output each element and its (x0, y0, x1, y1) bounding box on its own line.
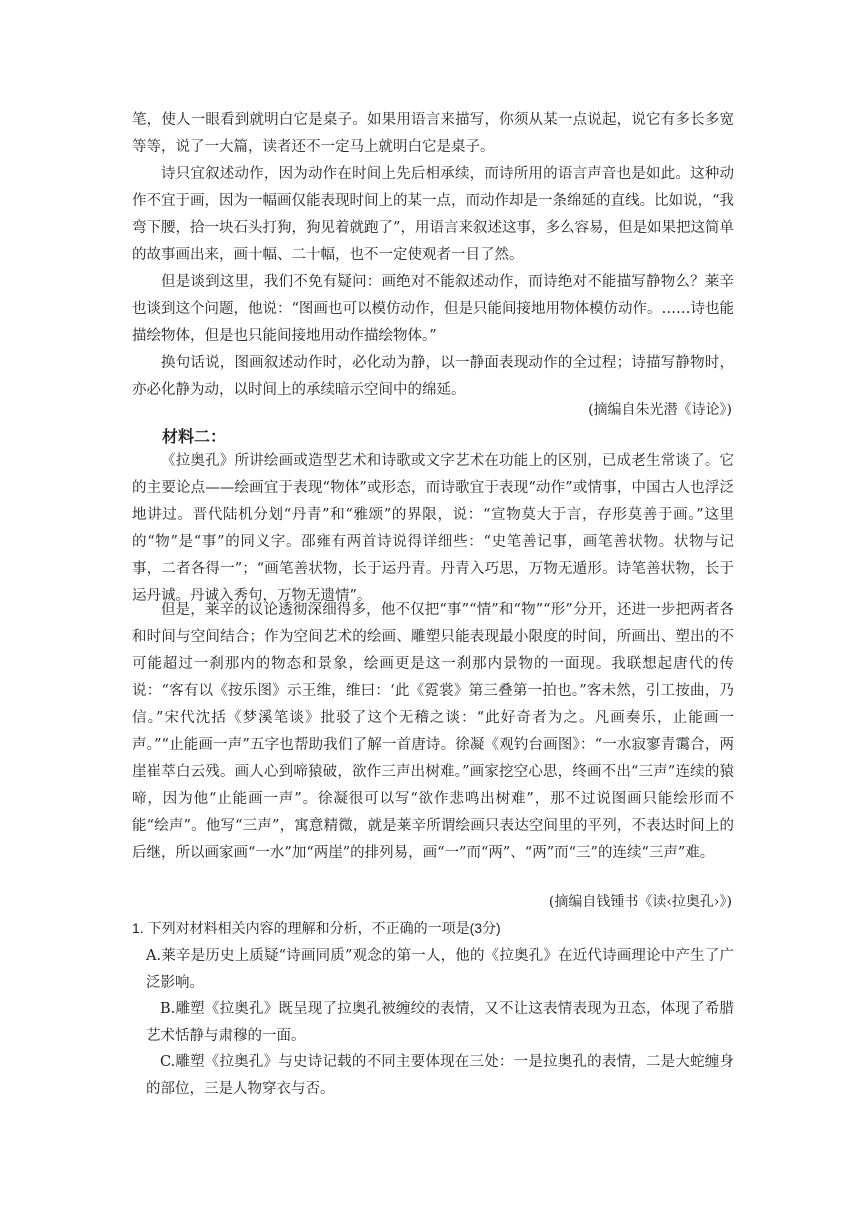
material-two-heading: 材料二： (162, 429, 227, 446)
material-one-paragraph-4: 换句话说，图画叙述动作时，必化动为静，以一静面表现动作的全过程；诗描写静物时，亦必化静为动，以时间上的承续暗示空间中的绵延。 (132, 355, 734, 398)
option-c: C.雕塑《拉奥孔》与史诗记载的不同主要体现在三处：一是拉奥孔的表情，二是大蛇缠身的部位，三是人物穿衣与否。 (146, 1054, 734, 1097)
material-two-source: (摘编自钱锺书《读‹拉奥孔›》) (548, 894, 732, 910)
option-a: A.莱辛是历史上质疑“诗画同质”观念的第一人，他的《拉奥孔》在近代诗画理论中产生了广泛影响。 (146, 948, 734, 991)
material-one-source: (摘编自朱光潜《诗论》) (588, 402, 732, 418)
material-two-paragraph-2: 但是，莱辛的议论透彻深细得多，他不仅把“事”“情”和“物”“形”分开，还进一步把两者各和时间与空间结合；作为空间艺术的绘画、雕塑只能表现最小限度的时间，所画出、塑出的不可能超过一刹那内的物态和景象，绘画更是这一刹那内景物的一面现。我联想起唐代的传说：“客有以《按乐图》示王维，维曰：‘此《霓裳》第三叠第一拍也。”客未然，引工按曲，乃信。”宋代沈括《梦溪笔谈》批驳了这个无稽之谈：“此好奇者为之。凡画奏乐，止能画一声。”“止能画一声”五字也帮助我们了解一首唐诗。徐凝《观钓台画图》：“一水寂寥青霭合，两崖崔萃白云残。画人心到啼猿破，欲作三声出树难。”画家挖空心思，终画不出“三声”连续的猿啼，因为他“止能画一声”。徐凝很可以写“欲作悲鸣出树难”，那不过说图画只能绘形而不能“绘声”。他写“三声”，寓意精微，就是莱辛所谓绘画只表达空间里的平列，不表达时间上的后继，所以画家画“一水”加“两崖”的排列易，画“一”而“两”、“两”而“三”的连续“三声”难。 (132, 602, 734, 861)
question-stem: 1. 下列对材料相关内容的理解和分析，不正确的一项是(3分) (132, 920, 501, 936)
material-one-paragraph-2: 诗只宜叙述动作，因为动作在时间上先后相承续，而诗所用的语言声音也是如此。这种动作不宜于画，因为一幅画仅能表现时间上的某一点，而动作却是一条绵延的直线。比如说，“我弯下腰，拾一块石头打狗，狗见着就跑了”，用语言来叙述这事，多么容易，但是如果把这简单的故事画出来，画十幅、二十幅，也不一定使观者一目了然。 (132, 166, 734, 263)
material-one-paragraph-1: 笔，使人一眼看到就明白它是桌子。如果用语言来描写，你须从某一点说起，说它有多长多宽等等，说了一大篇，读者还不一定马上就明白它是桌子。 (132, 112, 734, 155)
material-one-paragraph-3: 但是谈到这里，我们不免有疑问：画绝对不能叙述动作，而诗绝对不能描写静物么？莱辛也谈到这个问题，他说：“图画也可以模仿动作，但是只能间接地用物体模仿动作。……诗也能描绘物体，但是也只能间接地用动作描绘物体。” (132, 274, 734, 344)
option-b: B.雕塑《拉奥孔》既呈现了拉奥孔被缠绞的表情，又不让这表情表现为丑态，体现了希腊艺术恬静与肃穆的一面。 (146, 1001, 734, 1044)
material-two-paragraph-1: 《拉奥孔》所讲绘画或造型艺术和诗歌或文字艺术在功能上的区别，已成老生常谈了。它的主要论点——绘画宜于表现“物体”或形态，而诗歌宜于表现“动作”或情事，中国古人也浮泛地讲过。晋代陆机分划“丹青”和“雅颂”的界限，说：“宣物莫大于言，存形莫善于画。”这里的“物”是“事”的同义字。邵雍有两首诗说得详细些：“史笔善记事，画笔善状物。状物与记事，二者各得一”；“画笔善状物，长于运丹青。丹青入巧思，万物无遁形。诗笔善状物，长于运丹诚。丹诚入秀句，万物无遗情”。 (132, 453, 734, 604)
